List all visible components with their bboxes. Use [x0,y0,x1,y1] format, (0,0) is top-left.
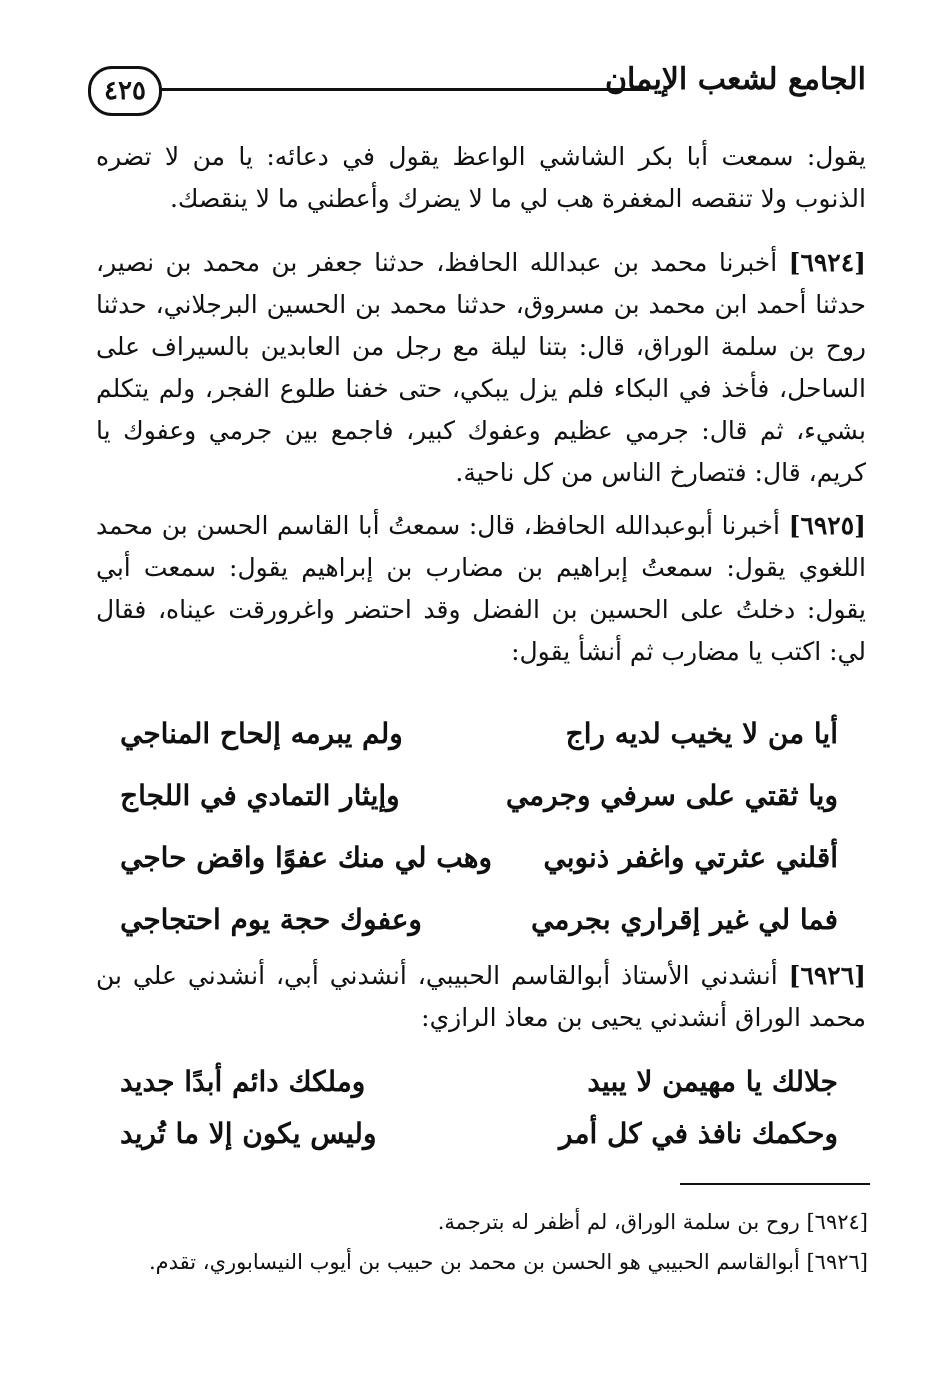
page-number-text: ٤٢٥ [104,76,146,106]
poem-verse [120,768,838,822]
paragraph-text: أخبرنا أبوعبدالله الحافظ، قال: سمعتُ أبا القاسم الحسن بن محمد اللغوي يقول: سمعتُ إبراهيم بن مضارب بن إبراهيم يقول: سمعت أبي يقول: دخلتُ على الحسين بن الفضل وقد احتضر واغرورقت عيناه، فقال لي: اكتب يا مضارب ثم أنشأ يقول: [96,511,866,666]
footnote-rule [680,1183,870,1185]
verse-second-half: وليس يكون إلا ما تُريد [120,1116,377,1150]
paragraph-text: يقول: سمعت أبا بكر الشاشي الواعظ يقول في دعائه: يا من لا تضره الذنوب ولا تنقصه المغفرة هب لي ما لا يضرك وأعطني ما لا ينقصك. [96,142,866,213]
hadith-number: [٦٩٢٤] [788,248,867,277]
paragraph-text: أخبرنا محمد بن عبدالله الحافظ، حدثنا جعفر بن محمد بن نصير، حدثنا أحمد ابن محمد بن مسروق، حدثنا محمد بن الحسين البرجلاني، حدثنا روح بن سلمة الوراق، قال: بتنا ليلة مع رجل من العابدين بالسيراف على الساحل، فأخذ في البكاء فلم يزل يبكي، حتى خفنا طلوع الفجر، ولم يتكلم بشيء، ثم قال: جرمي عظيم وعفوك كبير، فاجمع بين جرمي وعفوك يا كريم، قال: فتصارخ الناس من كل ناحية. [96,248,866,487]
page-header [88,60,866,120]
paragraph-6925 [96,505,866,673]
verse-first-half: وحكمك نافذ في كل أمر [559,1116,838,1150]
verse-second-half: وعفوك حجة يوم احتجاجي [120,902,422,936]
paragraph-6926 [96,955,866,1039]
hadith-number: [٦٩٢٥] [788,511,866,540]
footnote-6926 [96,1246,868,1278]
poem-verse [120,830,838,884]
verse-first-half: أيا من لا يخيب لديه راج [565,716,838,750]
poem-verse [120,1106,838,1160]
footnote-number: [٦٩٢٤] [806,1210,868,1234]
verse-second-half: وهب لي منك عفوًا واقض حاجي [120,840,493,874]
poem-verse [120,892,838,946]
poem-verse [120,1054,838,1108]
footnote-6924 [96,1206,868,1238]
verse-second-half: ولم يبرمه إلحاح المناجي [120,716,403,750]
page-number [88,66,162,116]
verse-first-half: أقلني عثرتي واغفر ذنوبي [543,840,838,874]
verse-first-half: ويا ثقتي على سرفي وجرمي [505,778,838,812]
footnote-text: أبوالقاسم الحبيبي هو الحسن بن محمد بن حبيب بن أيوب النيسابوري، تقدم. [148,1250,800,1274]
verse-second-half: وإيثار التمادي في اللجاج [120,778,400,812]
footnote-number: [٦٩٢٦] [806,1250,868,1274]
footnote-text: روح بن سلمة الوراق، لم أظفر له بترجمة. [437,1210,800,1234]
header-rule [159,88,649,91]
hadith-number: [٦٩٢٦] [788,961,866,990]
paragraph-6924 [96,242,866,494]
verse-first-half: جلالك يا مهيمن لا يبيد [587,1064,838,1098]
verse-first-half: فما لي غير إقراري بجرمي [531,902,838,936]
verse-second-half: وملكك دائم أبدًا جديد [120,1064,366,1098]
paragraph-intro [96,136,866,220]
poem-verse [120,706,838,760]
paragraph-text: أنشدني الأستاذ أبوالقاسم الحبيبي، أنشدني أبي، أنشدني علي بن محمد الوراق أنشدني يحيى بن معاذ الرازي: [96,961,866,1032]
running-title: الجامع لشعب الإيمان [604,62,866,97]
